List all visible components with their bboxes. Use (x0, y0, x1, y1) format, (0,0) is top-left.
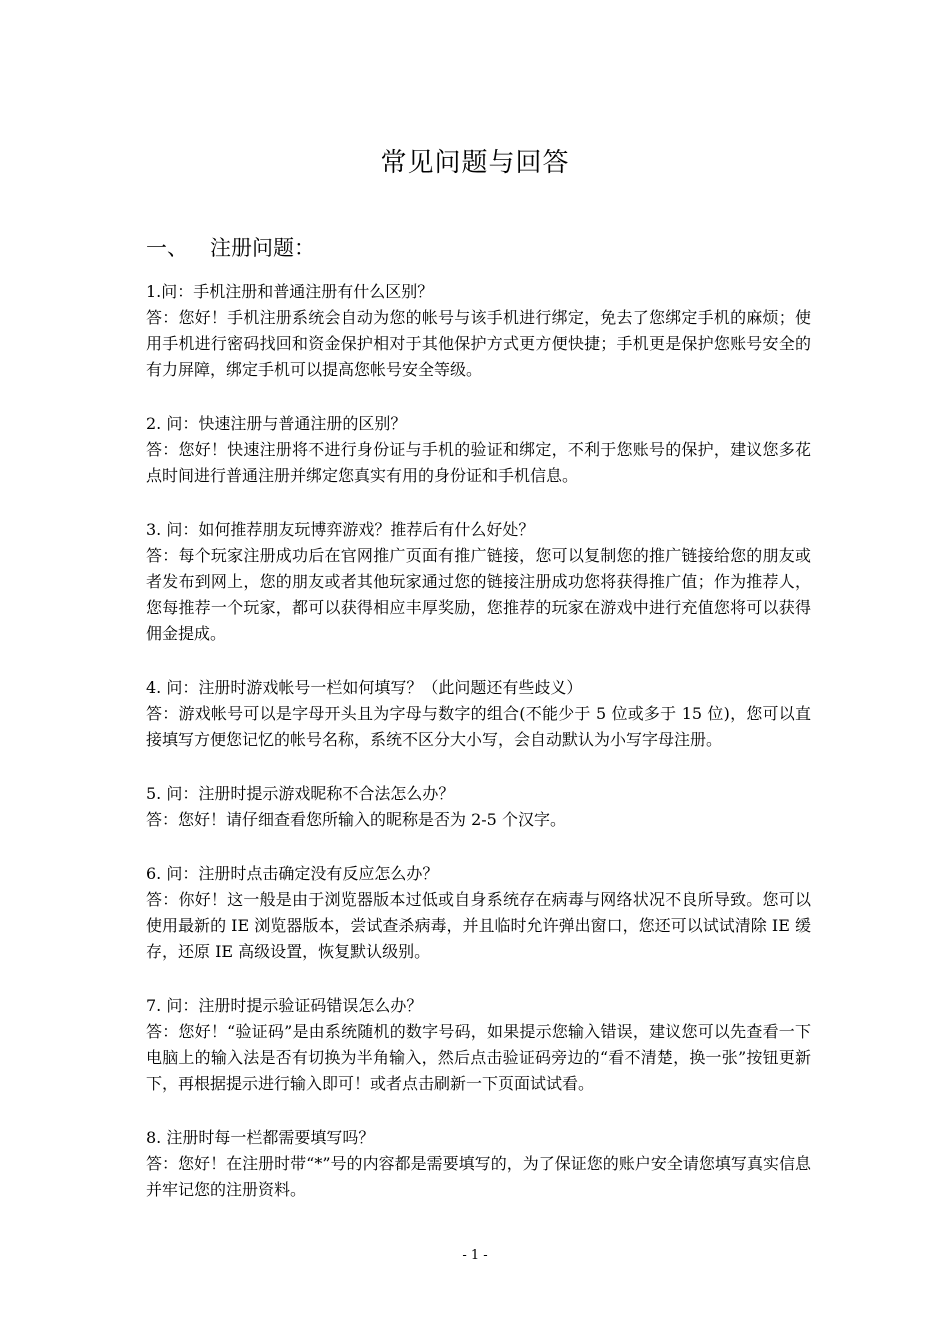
page-number: - 1 - (462, 1248, 488, 1263)
question: 4. 问：注册时游戏帐号一栏如何填写？（此问题还有些歧义） (146, 678, 583, 697)
question: 1.问：手机注册和普通注册有什么区别？ (146, 282, 434, 301)
answer: 答：您好！“验证码”是由系统随机的数字号码，如果提示您输入错误，建议您可以先查看一下电脑上的输入法是否有切换为半角输入，然后点击验证码旁边的“看不清楚，换一张”按钮更新下，再根据提示进行输入即可！或者点击刷新一下页面试试看。 (146, 1022, 811, 1093)
question: 6. 问：注册时点击确定没有反应怎么办？ (146, 864, 439, 883)
qa-item (146, 861, 811, 965)
answer: 答：每个玩家注册成功后在官网推广页面有推广链接，您可以复制您的推广链接给您的朋友或者发布到网上，您的朋友或者其他玩家通过您的链接注册成功您将获得推广值；作为推荐人，您每推荐一个玩家，都可以获得相应丰厚奖励，您推荐的玩家在游戏中进行充值您将可以获得佣金提成。 (146, 546, 811, 643)
question: 7. 问：注册时提示验证码错误怎么办？ (146, 996, 423, 1015)
section-heading (146, 232, 315, 264)
qa-item (146, 517, 811, 647)
answer: 答：您好！在注册时带“*”号的内容都是需要填写的，为了保证您的账户安全请您填写真实信息并牢记您的注册资料。 (146, 1154, 811, 1199)
qa-item (146, 1125, 811, 1203)
answer: 答：你好！这一般是由于浏览器版本过低或自身系统存在病毒与网络状况不良所导致。您可以使用最新的 IE 浏览器版本，尝试查杀病毒，并且临时允许弹出窗口，您还可以试试清除 IE 缓存，还原 IE 高级设置，恢复默认级别。 (146, 890, 811, 961)
question: 2. 问：快速注册与普通注册的区别？ (146, 414, 407, 433)
qa-item (146, 279, 811, 383)
answer: 答：您好！快速注册将不进行身份证与手机的验证和绑定，不利于您账号的保护，建议您多花点时间进行普通注册并绑定您真实有用的身份证和手机信息。 (146, 440, 811, 485)
question: 3. 问：如何推荐朋友玩博弈游戏？推荐后有什么好处？ (146, 520, 535, 539)
question: 5. 问：注册时提示游戏昵称不合法怎么办？ (146, 784, 455, 803)
answer: 答：游戏帐号可以是字母开头且为字母与数字的组合(不能少于 5 位或多于 15 位)，您可以直接填写方便您记忆的帐号名称，系统不区分大小写，会自动默认为小写字母注册。 (146, 704, 811, 749)
qa-item (146, 411, 811, 489)
answer: 答：您好！请仔细查看您所输入的昵称是否为 2-5 个汉字。 (146, 810, 566, 829)
qa-item (146, 675, 811, 753)
question: 8. 注册时每一栏都需要填写吗？ (146, 1128, 375, 1147)
answer: 答：您好！手机注册系统会自动为您的帐号与该手机进行绑定，免去了您绑定手机的麻烦；使用手机进行密码找回和资金保护相对于其他保护方式更方便快捷；手机更是保护您账号安全的有力屏障，绑定手机可以提高您帐号安全等级。 (146, 308, 811, 379)
qa-list (146, 279, 811, 1231)
section-title: 注册问题： (210, 236, 315, 260)
section-number: 一、 (146, 236, 188, 260)
qa-item (146, 781, 811, 833)
qa-item (146, 993, 811, 1097)
page-title: 常见问题与回答 (380, 148, 570, 178)
